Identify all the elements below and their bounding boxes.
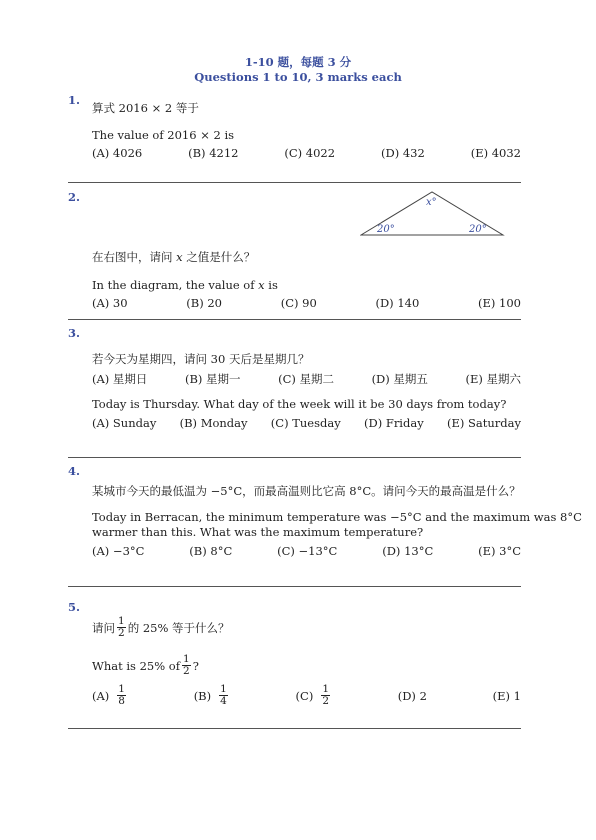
question-4-number: 4. [68, 464, 81, 478]
q5-en-pre: What is 25% of [92, 658, 180, 673]
option-c[interactable]: (C) $\frac{1}{2}$ [295, 683, 329, 707]
question-3-number: 3. [68, 326, 81, 340]
option-a[interactable]: (A) 4026 [92, 146, 143, 160]
question-4-text-zh: 某城市今天的最低温为 −5°C，而最高温则比它高 8°C。请问今天的最高温是什么？ [92, 484, 521, 498]
question-1-options [92, 146, 521, 160]
option-d[interactable]: (D) 432 [380, 146, 425, 160]
question-2-options [92, 296, 521, 310]
option-c[interactable]: (C) 90 [280, 296, 317, 310]
question-5-options [92, 684, 521, 707]
question-1-text-en: The value of 2016 × 2 is [92, 128, 235, 142]
option-e[interactable]: (E) 1 [492, 688, 521, 703]
q5-zh-post: 的 25% 等于什么？ [127, 620, 230, 635]
header-title-zh: 1-10 题，每题 3 分 [244, 55, 352, 69]
q2-zh-post: 之值是什么？ [182, 250, 256, 264]
question-4-text-en-line1: Today in Berracan, the minimum temperature was −5°C and the maximum was 8°C [92, 510, 582, 524]
option-c[interactable]: (C) Tuesday [270, 416, 341, 430]
option-b[interactable]: (B) 4212 [188, 146, 239, 160]
divider [68, 728, 521, 729]
option-e-zh[interactable]: (E) 星期六 [465, 372, 521, 386]
fraction: $\frac{1}{4}$ [220, 683, 227, 707]
option-e[interactable]: (E) 3°C [478, 544, 521, 558]
option-b-zh[interactable]: (B) 星期一 [184, 372, 241, 386]
triangle-diagram [360, 190, 505, 238]
question-3-options-zh [92, 371, 521, 387]
fraction: $\frac{1}{8}$ [118, 683, 125, 707]
divider [68, 586, 521, 587]
q2-en-post: is [264, 278, 278, 292]
question-1-text-zh: 算式 2016 × 2 等于 [92, 101, 199, 115]
option-b[interactable]: (B) 20 [186, 296, 222, 310]
divider [68, 182, 521, 183]
fraction-one-half: $\frac{1}{2}$ [118, 615, 125, 639]
question-3-text-zh: 若今天为星期四，请问 30 天后是星期几？ [92, 352, 310, 366]
question-2-text-en [92, 277, 278, 293]
question-2-text-zh [92, 249, 255, 265]
question-3-options-en [92, 416, 521, 430]
option-b[interactable]: (B) $\frac{1}{4}$ [193, 683, 227, 707]
option-b[interactable]: (B) Monday [179, 416, 248, 430]
top-angle-label: x° [426, 197, 437, 208]
option-a-zh[interactable]: (A) 星期日 [92, 372, 148, 386]
fraction-one-half: $\frac{1}{2}$ [183, 653, 190, 677]
option-c-zh[interactable]: (C) 星期二 [278, 372, 335, 386]
option-d[interactable]: (D) Friday [363, 416, 424, 430]
q2-en-var: x [258, 278, 265, 292]
q2-en-pre: In the diagram, the value of [92, 278, 259, 292]
option-e[interactable]: (E) 4032 [470, 146, 521, 160]
option-e[interactable]: (E) Saturday [446, 416, 521, 430]
q2-zh-var: x [176, 250, 183, 264]
option-d[interactable]: (D) 13°C [382, 544, 434, 558]
section-header [0, 55, 596, 85]
question-5-text-en [92, 654, 199, 677]
option-a[interactable]: (A) −3°C [92, 544, 145, 558]
header-title-en: Questions 1 to 10, 3 marks each [194, 70, 402, 84]
q2-zh-pre: 在右图中，请问 [92, 250, 177, 264]
option-c[interactable]: (C) −13°C [277, 544, 338, 558]
option-c[interactable]: (C) 4022 [284, 146, 336, 160]
option-d-zh[interactable]: (D) 星期五 [371, 372, 428, 386]
fraction: $\frac{1}{2}$ [322, 683, 329, 707]
q5-en-post: ? [192, 658, 199, 673]
divider [68, 319, 521, 320]
question-4-options [92, 544, 521, 558]
question-2-number: 2. [68, 190, 81, 204]
question-5-number: 5. [68, 600, 81, 614]
option-d[interactable]: (D) 2 [397, 688, 427, 703]
question-5-text-zh [92, 616, 230, 639]
question-4-text-en-line2: warmer than this. What was the maximum temperature? [92, 525, 424, 539]
question-3-text-en: Today is Thursday. What day of the week will it be 30 days from today? [92, 397, 507, 411]
left-angle-label: 20° [377, 224, 395, 235]
question-1-number: 1. [68, 93, 81, 107]
option-e[interactable]: (E) 100 [477, 296, 521, 310]
option-d[interactable]: (D) 140 [375, 296, 420, 310]
option-a[interactable]: (A) Sunday [92, 416, 157, 430]
right-angle-label: 20° [469, 224, 487, 235]
option-a[interactable]: (A) 30 [92, 296, 128, 310]
q5-zh-pre: 请问 [92, 620, 115, 635]
option-a[interactable]: (A) $\frac{1}{8}$ [92, 683, 125, 707]
option-b[interactable]: (B) 8°C [189, 544, 233, 558]
divider [68, 457, 521, 458]
